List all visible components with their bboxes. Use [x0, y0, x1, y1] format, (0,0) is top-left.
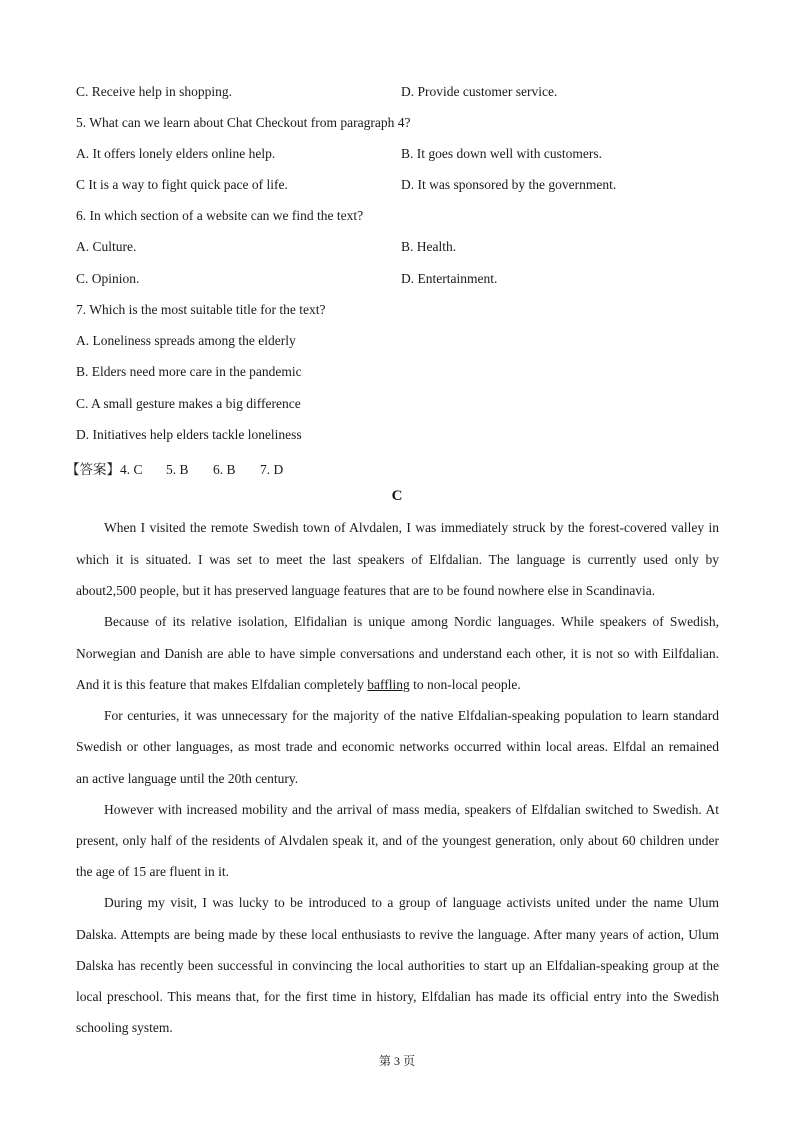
- passage-line: which it is situated. I was set to meet the last speakers of Elfdalian. The language is currently used only by: [76, 552, 719, 567]
- section-heading: C: [391, 488, 403, 504]
- passage-text: And it is this feature that makes Elfdalian completely: [76, 677, 368, 692]
- passage-line: Dalska. Attempts are being made by these local enthusiasts to revive the language. After many years of action, Ulum: [76, 927, 719, 942]
- answer-5: 5. B: [166, 462, 189, 477]
- passage-line: Swedish or other languages, as most trade and economic networks occurred within local areas. Elfdal an remained: [76, 739, 719, 754]
- q7-option-a: A. Loneliness spreads among the elderly: [76, 333, 296, 348]
- passage-line: During my visit, I was lucky to be introduced to a group of language activists united under the name Ulum: [104, 895, 719, 910]
- passage-line: local preschool. This means that, for the first time in history, Elfdalian has made its official entry into the Swedish: [76, 989, 719, 1004]
- q7-option-c: C. A small gesture makes a big difference: [76, 396, 301, 411]
- q5-option-b: B. It goes down well with customers.: [401, 146, 602, 161]
- passage-line: Norwegian and Danish are able to have simple conversations and understand each other, it is not so with Eilfdalian.: [76, 646, 719, 661]
- q7-option-b: B. Elders need more care in the pandemic: [76, 364, 302, 379]
- answer-7: 7. D: [260, 462, 284, 477]
- q6-option-a: A. Culture.: [76, 239, 137, 254]
- answer-label: 【答案】: [66, 462, 120, 477]
- q6-stem: 6. In which section of a website can we find the text?: [76, 208, 364, 223]
- q7-stem: 7. Which is the most suitable title for the text?: [76, 302, 326, 317]
- q4-option-c: C. Receive help in shopping.: [76, 84, 232, 99]
- passage-line: [76, 677, 719, 693]
- answer-4: 4. C: [120, 462, 143, 477]
- passage-line: Dalska has recently been successful in convincing the local authorities to start up an Elfdalian-speaking group at the: [76, 958, 719, 973]
- passage-line: However with increased mobility and the arrival of mass media, speakers of Elfdalian switched to Swedish. At: [104, 802, 719, 817]
- q6-option-d: D. Entertainment.: [401, 271, 498, 286]
- passage-line: When I visited the remote Swedish town of Alvdalen, I was immediately struck by the forest-covered valley in: [104, 520, 719, 535]
- q5-option-a: A. It offers lonely elders online help.: [76, 146, 276, 161]
- answer-6: 6. B: [213, 462, 236, 477]
- q5-stem: 5. What can we learn about Chat Checkout from paragraph 4?: [76, 115, 411, 130]
- q6-option-c: C. Opinion.: [76, 271, 140, 286]
- page-number: 第 3 页: [378, 1054, 415, 1068]
- passage-line: For centuries, it was unnecessary for the majority of the native Elfdalian-speaking population to learn standard: [104, 708, 719, 723]
- q4-option-d: D. Provide customer service.: [401, 84, 558, 99]
- underlined-word: baffling: [367, 677, 410, 692]
- answer-key: [66, 458, 283, 478]
- passage-line: schooling system.: [76, 1020, 173, 1035]
- passage-line: the age of 15 are fluent in it.: [76, 864, 229, 879]
- passage-line: present, only half of the residents of Alvdalen speak it, and of the youngest generation, only about 60 children under: [76, 833, 719, 848]
- q5-option-d: D. It was sponsored by the government.: [401, 177, 617, 192]
- passage-line: about2,500 people, but it has preserved language features that are to be found nowhere else in Scandinavia.: [76, 583, 656, 598]
- q6-option-b: B. Health.: [401, 239, 457, 254]
- q5-option-c: C It is a way to fight quick pace of life.: [76, 177, 288, 192]
- passage-line: Because of its relative isolation, Elfidalian is unique among Nordic languages. While speakers of Swedish,: [104, 614, 719, 629]
- passage-text: to non-local people.: [409, 677, 521, 692]
- passage-line: an active language until the 20th century.: [76, 771, 299, 786]
- q7-option-d: D. Initiatives help elders tackle loneliness: [76, 427, 302, 442]
